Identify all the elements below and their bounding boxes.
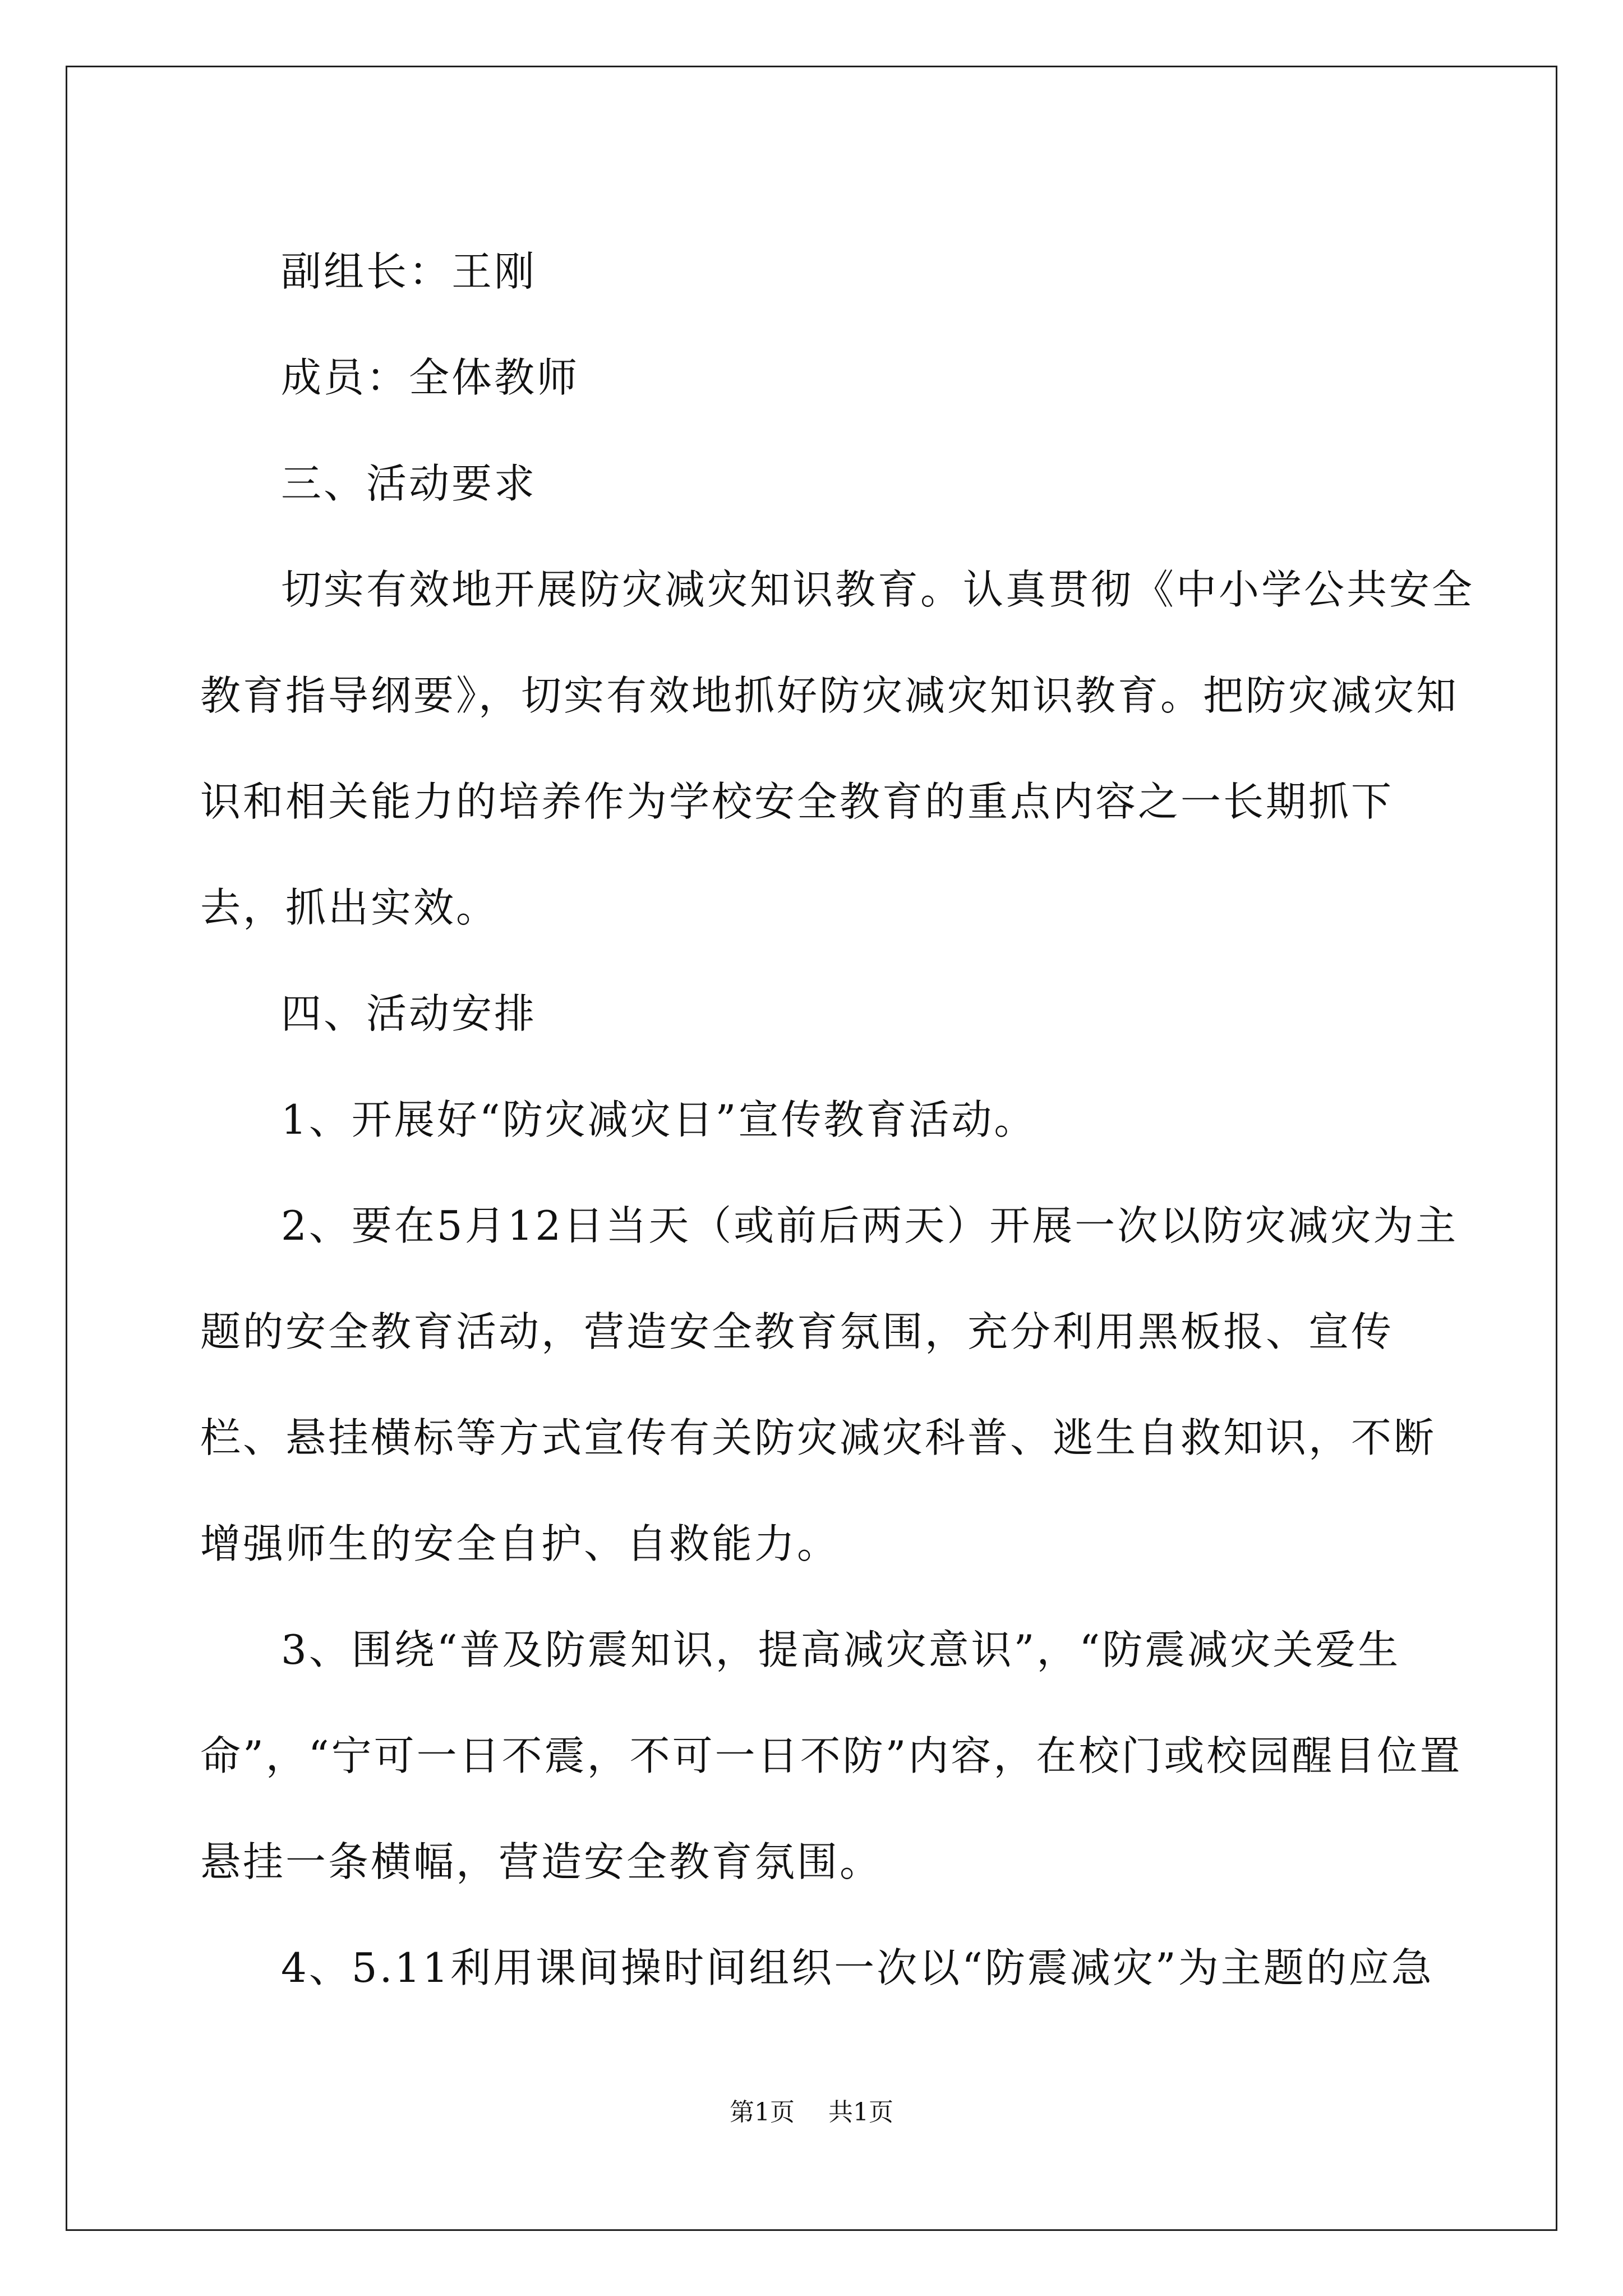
heading-activity-arrangements: 四、活动安排 [281,990,537,1037]
page-number: 第1页 [730,2098,795,2127]
paragraph-requirements-body: 切实有效地开展防灾减灾知识教育。认真贯彻《中小学公共安全教育指导纲要》，切实有效地抓好防灾减灾知识教育。把防灾减灾知识和相关能力的培养作为学校安全教育的重点内容之一长期抓下去，抓出实效。 [200,566,1475,931]
list-item-1: 1、开展好“防灾减灾日”宣传教育活动。 [281,1096,1037,1143]
list-item-3: 3、围绕“普及防震知识，提高减灾意识”，“防震减灾关爱生命”，“宁可一日不震，不可一日不防”内容，在校门或校园醒目位置悬挂一条横幅，营造安全教育氛围。 [200,1626,1463,1885]
heading-activity-requirements: 三、活动要求 [281,460,537,507]
page-footer [0,2096,1623,2129]
document-body [200,219,1476,2021]
paragraph-members: 成员：全体教师 [281,354,580,401]
page-total: 共1页 [828,2098,893,2127]
paragraph-deputy-leader: 副组长：王刚 [281,248,537,295]
list-item-4: 4、5.11利用课间操时间组织一次以“防震减灾”为主题的应急 [281,1944,1434,1991]
list-item-2: 2、要在5月12日当天（或前后两天）开展一次以防灾减灾为主题的安全教育活动，营造安全教育氛围，充分利用黑板报、宣传栏、悬挂横标等方式宣传有关防灾减灾科普、逃生自救知识，不断增强师生的安全自护、自救能力。 [200,1202,1459,1567]
